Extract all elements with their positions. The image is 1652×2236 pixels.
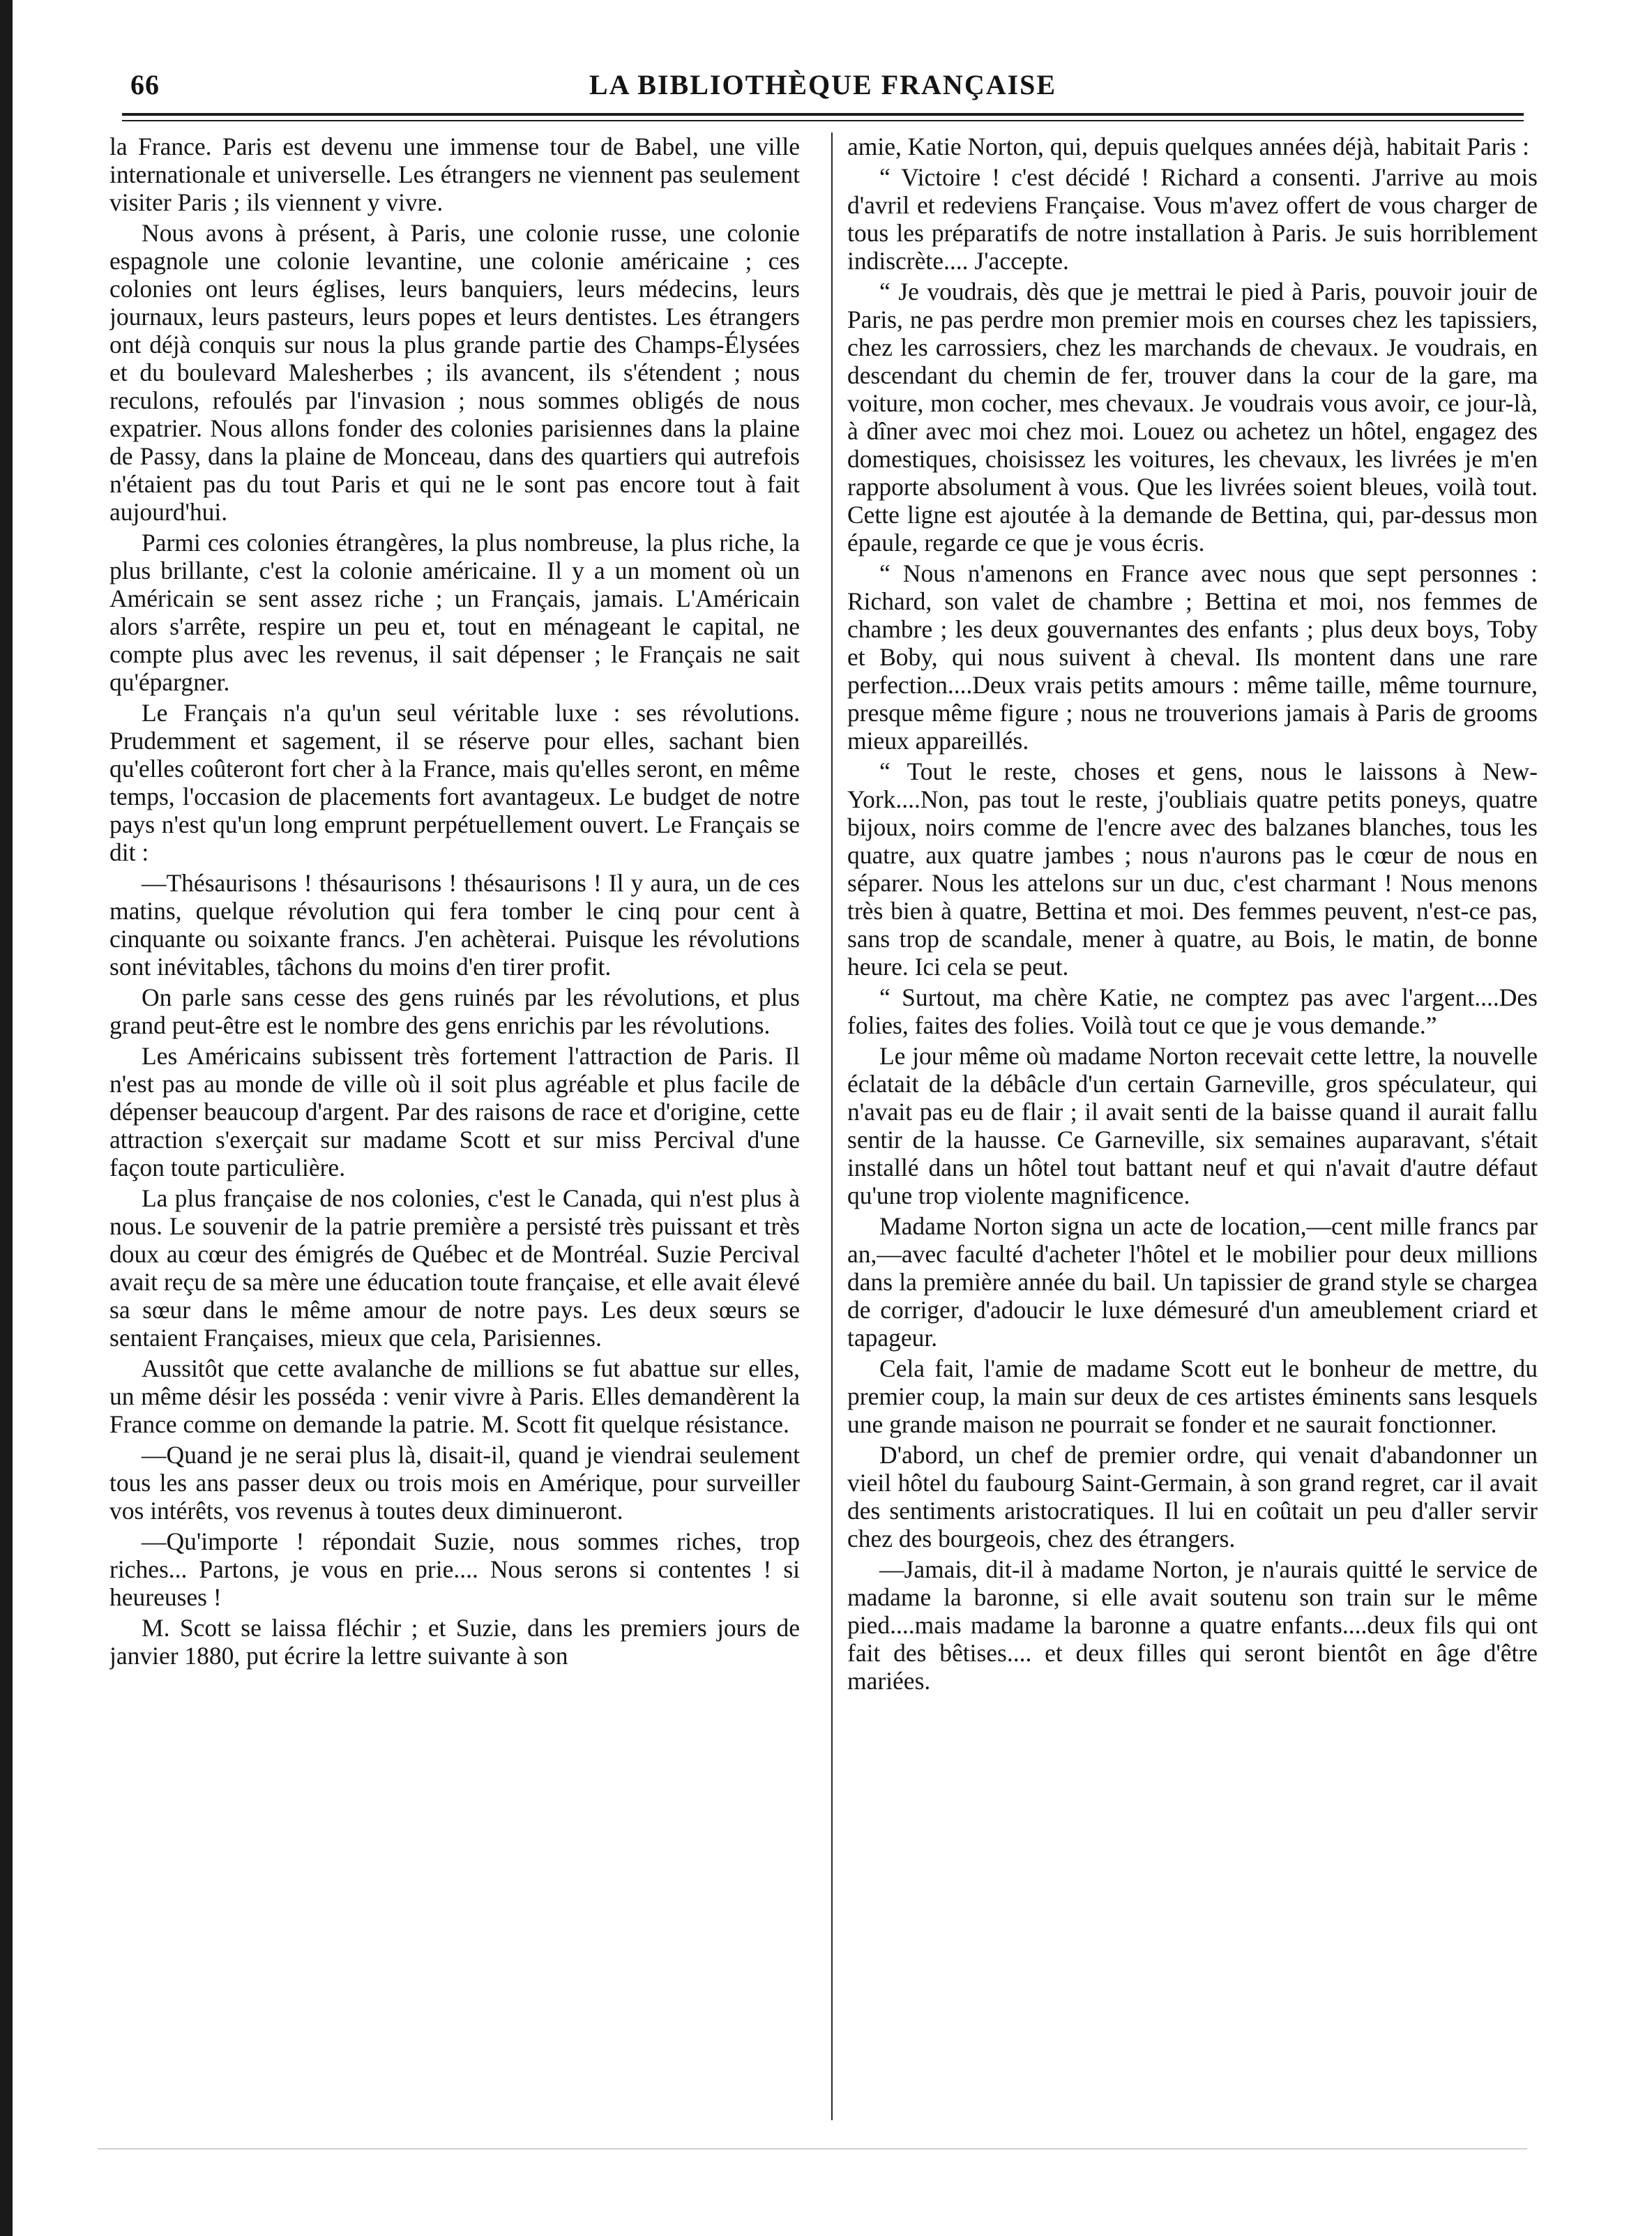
header-rule-thin: [122, 120, 1524, 121]
paragraph: —Quand je ne serai plus là, disait-il, quand je viendrai seulement tous les ans passer deux ou trois mois en Amérique, pour surveiller vos intérêts, vos revenus à toutes deux diminueront.: [109, 1441, 800, 1525]
paragraph: —Qu'importe ! répondait Suzie, nous sommes riches, trop riches... Partons, je vous en prie.... Nous serons si contentes ! si heureuses !: [109, 1527, 800, 1611]
header-rule: [122, 113, 1524, 116]
paragraph: “ Victoire ! c'est décidé ! Richard a consenti. J'arrive au mois d'avril et redeviens Française. Vous m'avez offert de vous charger de tous les préparatifs de notre installation à Paris. Je suis horriblement indiscrète.... J'accepte.: [847, 163, 1538, 275]
paragraph: Parmi ces colonies étrangères, la plus nombreuse, la plus riche, la plus brillante, c'est la colonie américaine. Il y a un moment où un Américain se sent assez riche ; un Français, jamais. L'Américain alors s'arrête, respire un peu et, tout en ménageant le capital, ne compte plus avec les revenus, il sait dépenser ; le Français ne sait qu'épargner.: [109, 529, 800, 696]
paragraph: la France. Paris est devenu une immense tour de Babel, une ville internationale et universelle. Les étrangers ne viennent pas seulement visiter Paris ; ils viennent y vivre.: [109, 133, 800, 216]
paragraph: “ Tout le reste, choses et gens, nous le laissons à New-York....Non, pas tout le reste, j'oubliais quatre petits poneys, quatre bijoux, noirs comme de l'encre avec des balzanes blanches, tous les quatre, aux quatre jambes ; nous n'aurons pas le cœur de nous en séparer. Nous les attelons sur un duc, c'est charmant ! Nous menons très bien à quatre, Bettina et moi. Des femmes peuvent, n'est-ce pas, sans trop de scandale, mener à quatre, au Bois, le matin, de bonne heure. Ici cela se peut.: [847, 757, 1538, 981]
paragraph: Madame Norton signa un acte de location,—cent mille francs par an,—avec faculté d'acheter l'hôtel et le mobilier pour deux millions dans la première année du bail. Un tapissier de grand style se chargea de corriger, d'adoucir le luxe démesuré d'un ameublement criard et tapageur.: [847, 1212, 1538, 1352]
paragraph: “ Je voudrais, dès que je mettrai le pied à Paris, pouvoir jouir de Paris, ne pas perdre mon premier mois en courses chez les tapissiers, chez les carrossiers, chez les marchands de chevaux. Je voudrais, en descendant du chemin de fer, trouver dans la cour de la gare, ma voiture, mon cocher, mes chevaux. Je voudrais vous avoir, ce jour-là, à dîner avec moi chez moi. Louez ou achetez un hôtel, engagez des domestiques, choisissez les voitures, les chevaux, les livrées je m'en rapporte absolument à vous. Que les livrées soient bleues, voilà tout. Cette ligne est ajoutée à la demande de Bettina, qui, par-dessus mon épaule, regarde ce que je vous écris.: [847, 278, 1538, 557]
paragraph: “ Nous n'amenons en France avec nous que sept personnes : Richard, son valet de chambre ; Bettina et moi, nos femmes de chambre ; les deux gouvernantes des enfants ; plus deux boys, Toby et Boby, qui nous suivent à cheval. Ils montent dans une rare perfection....Deux vrais petits amours : même taille, même tournure, presque même figure ; nous ne trouverions jamais à Paris de grooms mieux appareillés.: [847, 559, 1538, 755]
paragraph: La plus française de nos colonies, c'est le Canada, qui n'est plus à nous. Le souvenir de la patrie première a persisté très puissant et très doux au cœur des émigrés de Québec et de Montréal. Suzie Percival avait reçu de sa mère une éducation toute française, et elle avait élevé sa sœur dans le même amour de notre pays. Les deux sœurs se sentaient Françaises, mieux que cela, Parisiennes.: [109, 1184, 800, 1352]
column-divider: [831, 133, 833, 2120]
paragraph: “ Surtout, ma chère Katie, ne comptez pas avec l'argent....Des folies, faites des folies. Voilà tout ce que je vous demande.”: [847, 983, 1538, 1039]
scan-binding-edge: [0, 0, 13, 2236]
paragraph: —Jamais, dit-il à madame Norton, je n'aurais quitté le service de madame la baronne, si elle avait soutenu son train sur le même pied....mais madame la baronne a quatre enfants....deux fils qui ont fait des bêtises.... et deux filles qui seront bientôt en âge d'être mariées.: [847, 1555, 1538, 1695]
paragraph: Cela fait, l'amie de madame Scott eut le bonheur de mettre, du premier coup, la main sur deux de ces artistes éminents sans lesquels une grande maison ne pourrait se fonder et ne saurait fonctionner.: [847, 1354, 1538, 1438]
paragraph: Les Américains subissent très fortement l'attraction de Paris. Il n'est pas au monde de ville où il soit plus agréable et plus facile de dépenser beaucoup d'argent. Par des raisons de race et d'origine, cette attraction s'exerçait sur madame Scott et sur miss Percival d'une façon toute particulière.: [109, 1042, 800, 1181]
paragraph: amie, Katie Norton, qui, depuis quelques années déjà, habitait Paris :: [847, 133, 1529, 160]
paragraph: D'abord, un chef de premier ordre, qui venait d'abandonner un vieil hôtel du faubourg Saint-Germain, à son grand regret, car il avait des sentiments aristocratiques. Il lui en coûtait un peu d'aller servir chez des bourgeois, chez des étrangers.: [847, 1441, 1538, 1553]
paragraph: Le Français n'a qu'un seul véritable luxe : ses révolutions. Prudemment et sagement, il se réserve pour elles, sachant bien qu'elles coûteront fort cher à la France, mais qu'elles seront, en même temps, l'occasion de placements fort avantageux. Le budget de notre pays n'est qu'un long emprunt perpétuellement ouvert. Le Français se dit :: [109, 699, 800, 866]
page-number: 66: [130, 69, 160, 100]
paragraph: M. Scott se laissa fléchir ; et Suzie, dans les premiers jours de janvier 1880, put écrire la lettre suivante à son: [109, 1614, 800, 1670]
left-column: [109, 133, 800, 2127]
footer-rule: [98, 2148, 1527, 2150]
paragraph: Nous avons à présent, à Paris, une colonie russe, une colonie espagnole une colonie levantine, une colonie américaine ; ces colonies ont leurs églises, leurs banquiers, leurs médecins, leurs journaux, leurs pasteurs, leurs popes et leurs dentistes. Les étrangers ont déjà conquis sur nous la plus grande partie des Champs-Élysées et du boulevard Malesherbes ; ils avancent, ils s'étendent ; nous reculons, refoulés par l'invasion ; nous sommes obligés de nous expatrier. Nous allons fonder des colonies parisiennes dans la plaine de Passy, dans la plaine de Monceau, dans des quartiers qui autrefois n'étaient pas du tout Paris et qui ne le sont pas encore tout à fait aujourd'hui.: [109, 219, 800, 526]
running-title: LA BIBLIOTHÈQUE FRANÇAISE: [589, 69, 1057, 100]
paragraph: Aussitôt que cette avalanche de millions se fut abattue sur elles, un même désir les posséda : venir vivre à Paris. Elles demandèrent la France comme on demande la patrie. M. Scott fit quelque résistance.: [109, 1354, 800, 1438]
page-header: [122, 67, 1524, 106]
right-column: [847, 133, 1538, 2127]
paragraph: On parle sans cesse des gens ruinés par les révolutions, et plus grand peut-être est le nombre des gens enrichis par les révolutions.: [109, 983, 800, 1039]
paragraph: —Thésaurisons ! thésaurisons ! thésaurisons ! Il y aura, un de ces matins, quelque révolution qui fera tomber le cinq pour cent à cinquante ou soixante francs. J'en achèterai. Puisque les révolutions sont inévitables, tâchons du moins d'en tirer profit.: [109, 869, 800, 981]
paragraph: Le jour même où madame Norton recevait cette lettre, la nouvelle éclatait de la débâcle d'un certain Garneville, gros spéculateur, qui n'avait pas eu de flair ; il avait senti de la baisse quand il aurait fallu sentir de la hausse. Ce Garneville, six semaines auparavant, s'était installé dans un hôtel tout battant neuf et qui n'avait d'autre défaut qu'une trop violente magnificence.: [847, 1042, 1538, 1209]
